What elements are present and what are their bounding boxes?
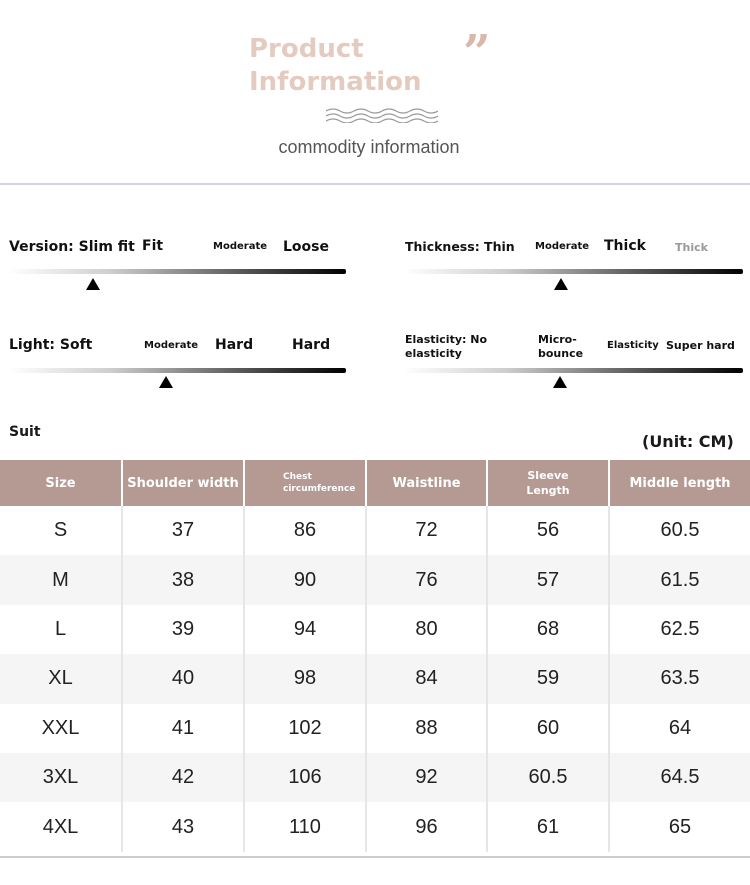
title-line-2: Information: [249, 67, 422, 97]
cell-shoulder: 38: [122, 555, 244, 604]
header-sleeve-length: [487, 460, 609, 506]
table-row: [0, 654, 750, 703]
cell-chest: 94: [244, 605, 366, 654]
thickness-option-thick: Thick: [604, 238, 646, 254]
light-option-hard: Hard: [215, 337, 254, 353]
light-label: Light: Soft: [9, 337, 93, 353]
header-sleeve-line-1: Sleeve: [527, 469, 569, 482]
table-row: [0, 506, 750, 555]
cell-shoulder: 43: [122, 802, 244, 851]
table-header-row: [0, 460, 750, 506]
version-label: Version: Slim fit: [9, 239, 135, 255]
cell-size: L: [54, 617, 67, 640]
cell-shoulder: 42: [122, 753, 244, 802]
version-option-fit: Fit: [142, 238, 164, 254]
header-chest-line-2: circumference: [283, 484, 356, 494]
cell-sleeve: 59: [487, 654, 609, 703]
cell-middle: 64: [609, 704, 750, 753]
cell-sleeve: 60: [487, 704, 609, 753]
cell-middle: 61.5: [609, 555, 750, 604]
elasticity-option-micro-bounce-line-1: Micro-: [538, 333, 577, 346]
cell-size: XXL: [41, 716, 80, 739]
cell-chest: 102: [244, 704, 366, 753]
elasticity-label-line-1: Elasticity: No: [405, 333, 487, 346]
cell-waist: 80: [366, 605, 487, 654]
thickness-scale-bar: [403, 269, 743, 274]
elasticity-option-elasticity: Elasticity: [607, 340, 659, 351]
elasticity-option-micro-bounce-line-2: bounce: [538, 347, 584, 360]
cell-size: M: [0, 555, 122, 604]
elasticity-label-line-2: elasticity: [405, 347, 462, 360]
cell-chest: 90: [244, 555, 366, 604]
thickness-label: Thickness: Thin: [405, 239, 515, 254]
version-option-moderate: Moderate: [213, 241, 268, 252]
version-option-loose: Loose: [283, 239, 329, 255]
thickness-option-thick-faded: Thick: [675, 241, 708, 254]
cell-waist: 84: [366, 654, 487, 703]
elasticity-pointer-icon: [553, 376, 567, 388]
cell-sleeve: 60.5: [487, 753, 609, 802]
light-option-hard-2: Hard: [292, 337, 331, 353]
cell-size: 3XL: [0, 753, 122, 802]
page-subtitle: commodity information: [278, 137, 460, 157]
wave-decoration-icon: [326, 107, 438, 123]
table-bottom-border: [0, 856, 750, 858]
elasticity-label: [405, 333, 487, 361]
cell-sleeve: 61: [487, 802, 609, 851]
elasticity-scale-bar: [403, 368, 743, 373]
version-scale-bar: [8, 269, 346, 274]
cell-shoulder: 41: [122, 704, 244, 753]
cell-shoulder: 40: [122, 654, 244, 703]
table-row: [0, 802, 750, 851]
cell-size: S: [53, 519, 68, 542]
cell-size: 4XL: [42, 815, 79, 838]
cell-waist: 96: [366, 802, 487, 851]
header-chest-line-1: Chest: [283, 472, 312, 482]
elasticity-option-super-hard: Super hard: [666, 339, 735, 352]
cell-waist: 76: [366, 555, 487, 604]
cell-size: XL: [0, 654, 122, 703]
header-shoulder-width: Shoulder width: [122, 460, 244, 506]
cell-waist: 88: [366, 704, 487, 753]
cell-middle: 62.5: [609, 605, 750, 654]
header-size: Size: [0, 460, 122, 506]
elasticity-option-micro-bounce: [538, 333, 583, 361]
table-row: [0, 704, 750, 753]
cell-chest: 106: [244, 753, 366, 802]
header-middle-length: Middle length: [609, 460, 750, 506]
table-row: [0, 555, 750, 604]
table-row: [0, 605, 750, 654]
cell-sleeve: 68: [487, 605, 609, 654]
cell-shoulder: 37: [122, 506, 244, 555]
cell-middle: 64.5: [609, 753, 750, 802]
unit-label: (Unit: CM): [642, 432, 734, 451]
table-row: [0, 753, 750, 802]
quote-mark-icon: ”: [463, 25, 491, 81]
cell-middle: 65: [609, 802, 750, 851]
light-pointer-icon: [159, 376, 173, 388]
title-line-1: Product: [249, 34, 364, 64]
version-pointer-icon: [86, 278, 100, 290]
header-divider: [0, 183, 750, 185]
header-waistline: Waistline: [366, 460, 487, 506]
header-chest-circumference: [244, 460, 366, 506]
header-sleeve-line-2: Length: [526, 484, 570, 497]
cell-waist: 72: [366, 506, 487, 555]
cell-chest: 86: [244, 506, 366, 555]
thickness-option-moderate: Moderate: [535, 241, 590, 252]
cell-middle: 60.5: [609, 506, 750, 555]
product-information-title: [249, 33, 422, 99]
cell-chest: 98: [244, 654, 366, 703]
size-table: [0, 460, 750, 852]
cell-sleeve: 56: [487, 506, 609, 555]
cell-middle: 63.5: [609, 654, 750, 703]
cell-shoulder: 39: [122, 605, 244, 654]
cell-sleeve: 57: [487, 555, 609, 604]
suit-label: Suit: [9, 424, 41, 440]
light-scale-bar: [8, 368, 346, 373]
cell-chest: 110: [244, 802, 366, 851]
cell-waist: 92: [366, 753, 487, 802]
light-option-moderate: Moderate: [144, 340, 199, 351]
thickness-pointer-icon: [554, 278, 568, 290]
